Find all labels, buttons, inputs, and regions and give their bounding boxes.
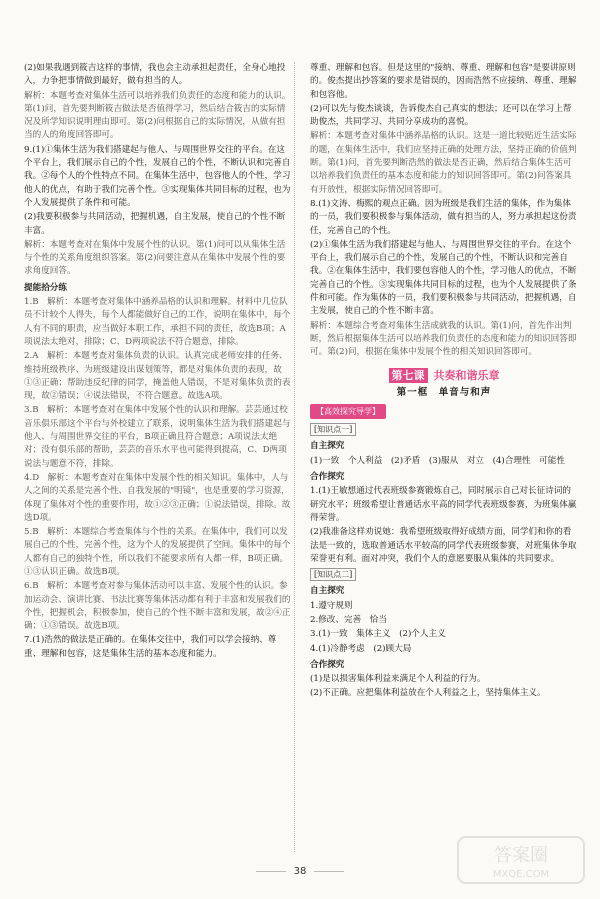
answer-paragraph: (2)①集体生活为我们搭建起与他人、与周围世界交往的平台。在这个平台上，我们展示自己的个性，发展自己的个性，不断认识和完善自我。②在集体生活中，我们要包容他人的个性，学习他人的优点，不断完善自己的个性。③实现集体共同目标的过程，也为个人发展提供了条件和可能。作为集体的一员，我们要积极参与共同活动，把握机遇，自主发展，使自己的个性不断丰富。 <box>310 239 577 317</box>
frame-title: 第一框 单音与和声 <box>396 386 492 398</box>
watermark-title: 答案圈 <box>494 845 548 866</box>
section-paragraph: 1.遵守规则 <box>310 600 353 611</box>
section-paragraph: 1.(1)王敏想通过代表班级参赛锻炼自己，同时展示自己对长征诗词的研究水平；班级希望让普通话水平高的同学代表班级参赛，为班集体赢得荣誉。 <box>310 486 577 523</box>
answer-paragraph: 解析：本题考查对集体中涵养品格的认识。这是一道比较贴近生活实际的题，在集体生活中，我们应坚持正确的处理方法，坚持正确的价值判断。第(1)问，首先要判断浩然的做法是否正确，然后结合集体生活可以培养我们负责任的基本态度和能力的知识回答即可。第(2)问答案具有开放性，根据实际情况回答即可。 <box>310 131 577 195</box>
watermark-url: MXQE.COM <box>492 869 550 880</box>
right-column-continued-answers <box>310 62 578 360</box>
section-paragraph: (1)一致 个人利益 (2)矛盾 (3)服从 对立 (4)合理性 可能性 <box>310 455 565 466</box>
section-paragraph: 合作探究 <box>310 472 345 483</box>
answer-paragraph: 5.B 解析：本题综合考查集体与个性的关系。在集体中，我们可以发展自己的个性，完善个性，这为个人的发展提供了空间。集体中的每个人都有自己的独特个性，所以我们不能要求所有人都一样，B项正确。①③认识正确。故选B项。 <box>24 527 291 577</box>
lesson-tag: 第七课 <box>389 368 428 383</box>
answer-paragraph: (2)可以先与俊杰谈谈，告诉俊杰自己真实的想法；还可以在学习上帮助俊杰，共同学习、共同分享成功的喜悦。 <box>310 103 572 128</box>
answer-paragraph: 9.(1)①集体生活为我们搭建起与他人、与周围世界交往的平台。在这个平台上，我们展示自己的个性，发展自己的个性，不断认识和完善自我。②每个人的个性特点不同。在集体生活中，包容他人的个性，学习他人的优点，有助于我们完善个性。③实现集体共同目标的过程，也为个人发展提供了条件和可能。 <box>24 144 291 208</box>
left-column <box>24 62 292 662</box>
column-divider <box>294 62 295 852</box>
lesson-heading <box>310 368 578 383</box>
section-paragraph: (2)我准备这样劝说她：我希望班级取得好成绩方面，同学们和你的看法是一致的，选取普通话水平较高的同学代表班级参赛，对班集体争取荣誉更有利。面对冲突，我们个人的意愿要服从集体的共同要求。 <box>310 527 577 564</box>
section-banner: 【高效探究导学】 <box>310 404 386 419</box>
section-paragraph: 自主探究 <box>310 441 345 452</box>
answer-paragraph: 7.(1)浩然的做法是正确的。在集体交往中，我们可以学会接纳、尊重、理解和包容，这是集体生活的基本态度和能力。 <box>24 635 277 659</box>
answer-paragraph: 解析：本题综合考查对集体生活成就我的认识。第(1)问，首先作出判断，然后根据集体生活可以培养我们负责任的态度和能力的知识回答即可。第(2)问，根据在集体中发展个性的相关知识回答即可。 <box>310 320 577 358</box>
answer-paragraph: 解析：本题考查对在集体中发展个性的认识。第(1)问可以从集体生活与个性的关系角度组织答案。第(2)问要注意从在集体中发展个性的要求角度回答。 <box>24 239 286 277</box>
section-paragraph: 合作探究 <box>310 659 345 670</box>
answer-paragraph: 3.B 解析：本题考查对在集体中发展个性的认识和理解。芸芸通过校音乐俱乐部这个平台与外校建立了联系，说明集体生活为我们搭建起与他人、与周围世界交往的平台，B项正确且符合题意；A项说法太绝对；没有俱乐部的帮助，芸芸的音乐水平也可能得到提高，C、D两项说法与题意不符，排除。 <box>24 405 291 469</box>
answer-paragraph: 8.(1)文涛、梅熙的观点正确。因为班级是我们生活的集体，作为集体的一员，我们要积极参与集体活动，做有担当的人，努力承担起这份责任，完善自己的个性。 <box>310 198 577 236</box>
right-column <box>310 62 578 702</box>
section-paragraph: 自主探究 <box>310 586 345 597</box>
page-number-text: 38 <box>293 866 307 877</box>
answer-paragraph: (2)我要积极参与共同活动，把握机遇，自主发展，使自己的个性不断丰富。 <box>24 212 286 236</box>
answer-paragraph: 尊重、理解和包容。但是这里的"接纳、尊重、理解和包容"是要讲原则的。俊杰提出抄答案的要求是错误的，因而浩然不应接纳、尊重、理解和包容他。 <box>310 63 577 100</box>
section-paragraph: 2.修改、完善 恰当 <box>310 614 387 625</box>
answer-paragraph: 6.B 解析：本题考查对参与集体活动可以丰富、发展个性的认识。参加运动会、演讲比赛、书法比赛等集体活动都有利于丰富和发展我们的个性，把握机会，积极参加，使自己的个性不断丰富和发展，故②④正确；①③错误。故选B项。 <box>24 581 291 632</box>
answer-paragraph: 4.D 解析：本题考查对在集体中发展个性的相关知识。集体中，人与人之间的关系是完善个性、自我发展的"明镜"，也是重要的学习资源，体现了集体对个性的重要作用，故①②③正确；①说法错误，排除。故选D项。 <box>24 472 291 523</box>
watermark-logo <box>456 835 586 885</box>
answer-paragraph: 提能拾分练 <box>24 282 67 293</box>
answer-paragraph: (2)如果我遇到筱吉这样的事情，我也会主动承担起责任，全身心地投入，力争把事情做到最好，做有担当的人。 <box>24 63 286 87</box>
section-paragraph: 4.(1)冷静考虑 (2)顾大局 <box>310 643 412 654</box>
section-paragraph: 3.(1)一致 集体主义 (2)个人主义 <box>310 629 446 640</box>
answer-paragraph: 2.A 解析：本题考查对集体负责的认识。认真完成老师安排的任务、维持班级秩序、为班级建设出谋划策等，都是对集体负责的表现，故①③正确；帮助违反纪律的同学，掩盖他人错误，不是对集体负责的表现，故②错误；④说法错误，不符合题意。故选A项。 <box>24 351 291 402</box>
knowledge-point-label: [知识点二] <box>310 568 356 581</box>
knowledge-point-label: [知识点一] <box>310 423 356 436</box>
study-sections <box>310 422 578 701</box>
section-paragraph: (1)是以损害集体利益来满足个人利益的行为。 <box>310 674 486 685</box>
section-paragraph: (2)不正确。应把集体利益放在个人利益之上，坚持集体主义。 <box>310 688 546 699</box>
answer-paragraph: 1.B 解析：本题考查对集体中涵养品格的认识和理解。材料中几位队员不计较个人得失，每个人都能做好自己的工作，说明在集体中，每个人有不同的职责，应当做好本职工作，承担不同的责任，故选B项；A项说法太绝对，排除；C、D两项说法不符合题意，排除。 <box>24 297 291 347</box>
answer-paragraph: 解析：本题考查对集体生活可以培养我们负责任的态度和能力的认识。第(1)问，首先要判断筱吉做法是否值得学习，然后结合筱吉的实际情况及所学知识说明理由即可。第(2)问根据自己的实际情况，从做有担当的人的角度回答即可。 <box>24 90 291 141</box>
lesson-title: 共奏和谐乐章 <box>433 368 500 382</box>
